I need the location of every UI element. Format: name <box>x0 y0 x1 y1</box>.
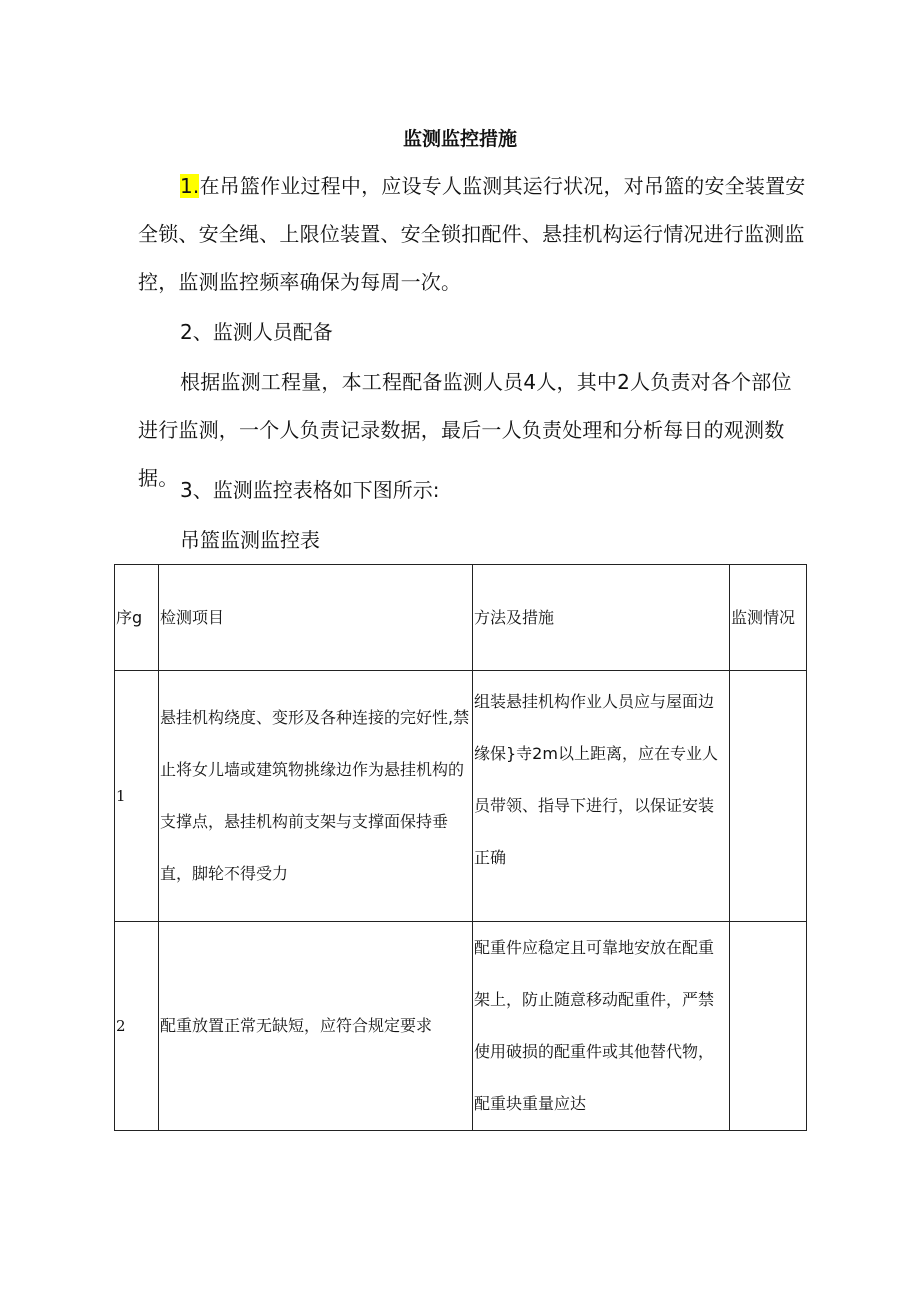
table-caption: 吊篮监测监控表 <box>180 528 320 552</box>
header-status: 监测情况 <box>730 565 807 671</box>
header-index: 序g <box>115 565 159 671</box>
item2-paragraph: 根据监测工程量，本工程配备监测人员4人，其中2人负责对各个部位进行监测，一个人负责记录数据，最后一人负责处理和分析每日的观测数据。 <box>138 370 792 490</box>
row-method: 配重件应稳定且可靠地安放在配重架上，防止随意移动配重件，严禁使用破损的配重件或其他替代物，配重块重量应达 <box>473 922 730 1131</box>
table-header-row <box>115 565 807 671</box>
row-index: 2 <box>115 922 159 1131</box>
item2-heading: 2、监测人员配备 <box>180 320 333 344</box>
row-item: 配重放置正常无缺短，应符合规定要求 <box>159 922 473 1131</box>
row-index: 1 <box>115 671 159 922</box>
table-row <box>115 671 807 922</box>
monitoring-table <box>114 564 807 1131</box>
document-title: 监测监控措施 <box>402 128 517 150</box>
header-item: 检测项目 <box>159 565 473 671</box>
item1-number-highlight: 1. <box>180 174 200 198</box>
header-method: 方法及措施 <box>473 565 730 671</box>
item1-text: 在吊篮作业过程中，应设专人监测其运行状况，对吊篮的安全装置安全锁、安全绳、上限位装置、安全锁扣配件、悬挂机构运行情况进行监测监控，监测监控频率确保为每周一次。 <box>138 174 806 294</box>
table-row <box>115 922 807 1131</box>
item3-heading: 3、监测监控表格如下图所示: <box>180 478 440 502</box>
row-status <box>730 922 807 1131</box>
row-method: 组装悬挂机构作业人员应与屋面边缘保}寺2m以上距离，应在专业人员带领、指导下进行，以保证安装正确 <box>473 671 730 922</box>
row-status <box>730 671 807 922</box>
item1-paragraph <box>138 162 806 306</box>
row-item: 悬挂机构绕度、变形及各种连接的完好性,禁止将女儿墙或建筑物挑缘边作为悬挂机构的支撑点，悬挂机构前支架与支撑面保持垂直，脚轮不得受力 <box>159 671 473 922</box>
